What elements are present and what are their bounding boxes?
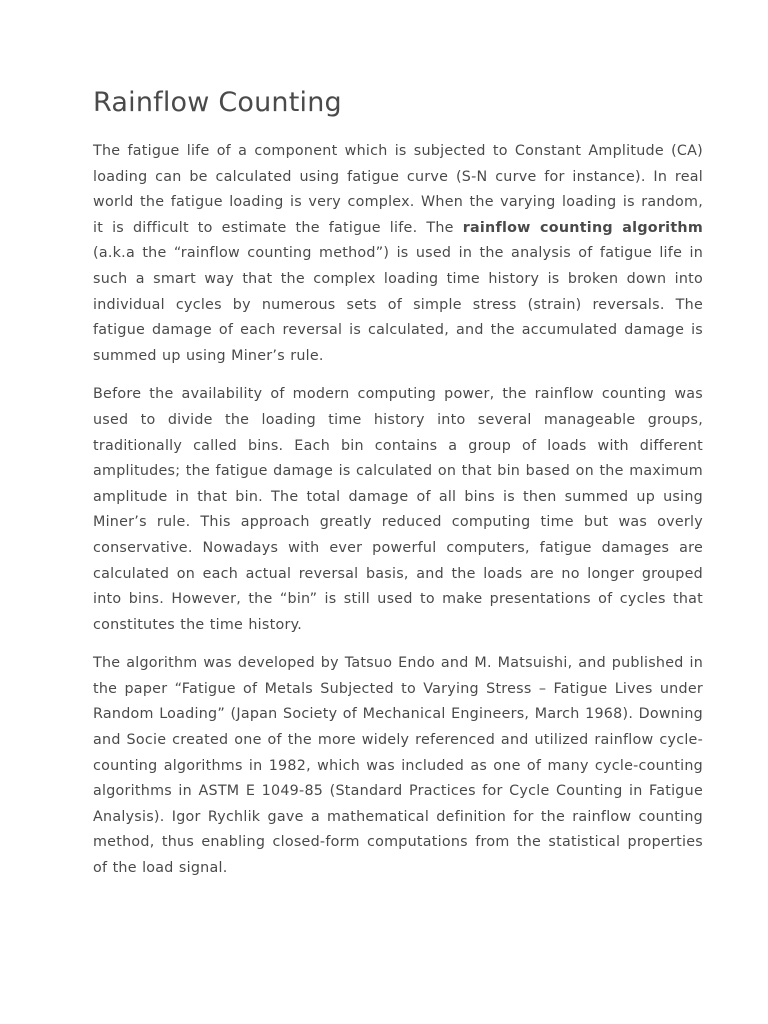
- paragraph-bins: Before the availability of modern computing power, the rainflow counting was used to divide the loading time history into several manageable groups, traditionally called bins. Each bin contains a group of loads with different amplitudes; the fatigue damage is calculated on that bin based on the maximum amplitude in that bin. The total damage of all bins is then summed up using Miner’s rule. This approach greatly reduced computing time but was overly conservative. Nowadays with ever powerful computers, fatigue damages are calculated on each actual reversal basis, and the loads are no longer grouped into bins. However, the “bin” is still used to make presentations of cycles that constitutes the time history.: [93, 386, 703, 633]
- document-page: [93, 86, 703, 895]
- paragraph-intro-text-before: The fatigue life of a component which is subjected to Constant Amplitude (CA) loading can be calculated using fatigue curve (S-N curve for instance). In real world the fatigue loading is very complex. When the varying loading is random, it is difficult to estimate the fatigue life. The: [93, 143, 703, 236]
- paragraph-intro: [93, 139, 703, 369]
- paragraph-intro-bold-term: rainflow counting algorithm: [462, 219, 703, 236]
- paragraph-history: The algorithm was developed by Tatsuo Endo and M. Matsuishi, and published in the paper “Fatigue of Metals Subjected to Varying Stress – Fatigue Lives under Random Loading” (Japan Society of Mechanical Engineers, March 1968). Downing and Socie created one of the more widely referenced and utilized rainflow cycle-counting algorithms in 1982, which was included as one of many cycle-counting algorithms in ASTM E 1049-85 (Standard Practices for Cycle Counting in Fatigue Analysis). Igor Rychlik gave a mathematical definition for the rainflow counting method, thus enabling closed-form computations from the statistical properties of the load signal.: [93, 655, 703, 877]
- paragraph-intro-text-after: (a.k.a the “rainflow counting method”) is used in the analysis of fatigue life in such a smart way that the complex loading time history is broken down into individual cycles by numerous sets of simple stress (strain) reversals. The fatigue damage of each reversal is calculated, and the accumulated damage is summed up using Miner’s rule.: [93, 245, 703, 364]
- page-title: Rainflow Counting: [93, 87, 342, 118]
